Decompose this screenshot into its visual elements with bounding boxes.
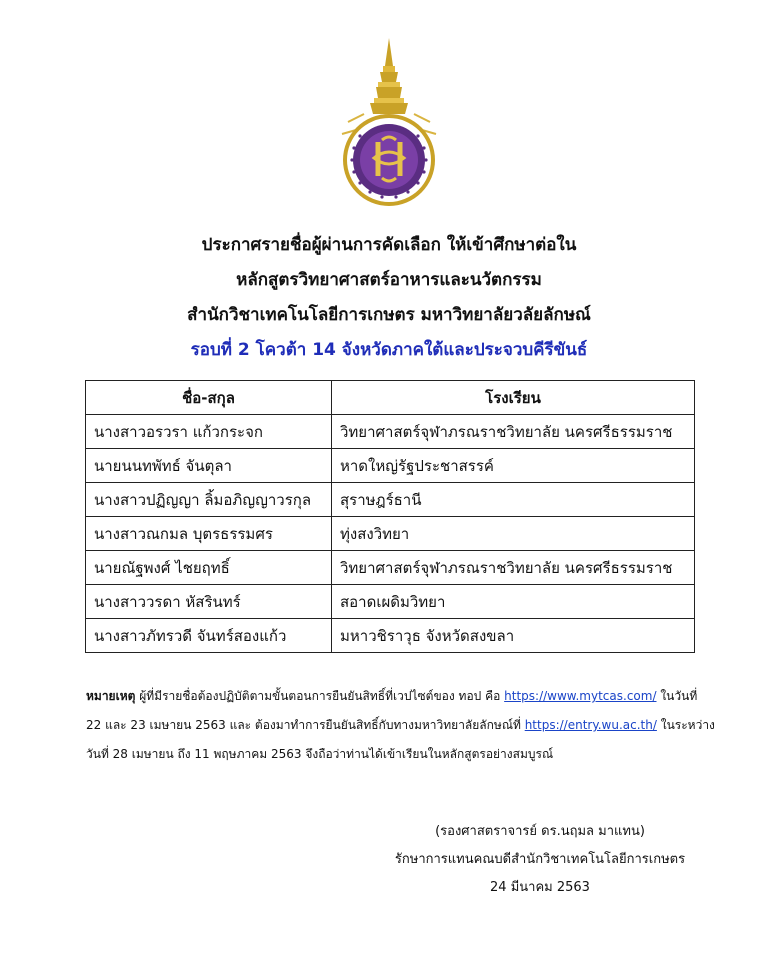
column-header-name: ชื่อ-สกุล — [86, 381, 332, 415]
remark-text: ในวันที่ — [656, 689, 698, 703]
student-name: นายนนทพัทธ์ จันตุลา — [86, 449, 332, 483]
student-school: มหาวชิราวุธ จังหวัดสงขลา — [332, 619, 695, 653]
student-school: สอาดเผดิมวิทยา — [332, 585, 695, 619]
announcement-date: 24 มีนาคม 2563 — [490, 880, 590, 895]
student-name: นางสาวณกมล บุตรธรรมศร — [86, 517, 332, 551]
student-name: นางสาวปฏิญญา ลิ้มอภิญญาวรกุล — [86, 483, 332, 517]
heading-line-1: ประกาศรายชื่อผู้ผ่านการคัดเลือก ให้เข้าศึกษาต่อใน — [201, 235, 577, 255]
remark-line-2 — [86, 711, 726, 740]
table-row — [86, 585, 695, 619]
mytcas-link[interactable]: https://www.mytcas.com/ — [504, 689, 657, 703]
table-row — [86, 449, 695, 483]
student-name: นายณัฐพงศ์ ไชยฤทธิ์ — [86, 551, 332, 585]
student-name: นางสาวอรวรา แก้วกระจก — [86, 415, 332, 449]
student-school: วิทยาศาสตร์จุฬาภรณราชวิทยาลัย นครศรีธรรมราช — [332, 415, 695, 449]
remark-line-3: วันที่ 28 เมษายน ถึง 11 พฤษภาคม 2563 จึงถือว่าท่านได้เข้าเรียนในหลักสูตรอย่างสมบูรณ์ — [86, 747, 554, 761]
student-school: ทุ่งสงวิทยา — [332, 517, 695, 551]
table-header-row — [86, 381, 695, 415]
remark-text: 22 และ 23 เมษายน 2563 และ ต้องมาทำการยืนยันสิทธิ์กับทางมหาวิทยาลัยลักษณ์ที่ — [86, 718, 525, 732]
remark-line-1 — [86, 682, 726, 711]
selected-students-table — [85, 380, 695, 653]
heading-line-2: หลักสูตรวิทยาศาสตร์อาหารและนวัตกรรม — [236, 270, 542, 290]
announcement-heading — [0, 228, 778, 368]
signature-block — [360, 818, 720, 902]
signatory-position: รักษาการแทนคณบดีสำนักวิชาเทคโนโลยีการเกษตร — [394, 852, 686, 867]
remark-text: ในระหว่าง — [656, 718, 715, 732]
remark-text: ผู้ที่มีรายชื่อต้องปฏิบัติตามขั้นตอนการยืนยันสิทธิ์ที่เวปไซต์ของ ทอป คือ — [135, 689, 505, 703]
student-school: สุราษฎร์ธานี — [332, 483, 695, 517]
table-row — [86, 619, 695, 653]
heading-round: รอบที่ 2 โควต้า 14 จังหวัดภาคใต้และประจวบคีรีขันธ์ — [190, 340, 588, 360]
table-row — [86, 483, 695, 517]
heading-line-3: สำนักวิชาเทคโนโลยีการเกษตร มหาวิทยาลัยวลัยลักษณ์ — [187, 305, 591, 325]
remark-paragraph — [86, 682, 726, 769]
student-name: นางสาวภัทรวดี จันทร์สองแก้ว — [86, 619, 332, 653]
university-crest-icon — [334, 36, 444, 214]
table-row — [86, 551, 695, 585]
table-row — [86, 517, 695, 551]
student-school: วิทยาศาสตร์จุฬาภรณราชวิทยาลัย นครศรีธรรมราช — [332, 551, 695, 585]
wu-entry-link[interactable]: https://entry.wu.ac.th/ — [524, 718, 657, 732]
student-name: นางสาววรดา หัสรินทร์ — [86, 585, 332, 619]
column-header-school: โรงเรียน — [332, 381, 695, 415]
remark-label: หมายเหตุ — [86, 689, 136, 703]
table-row — [86, 415, 695, 449]
signatory-name: (รองศาสตราจารย์ ดร.นฤมล มาแทน) — [435, 824, 645, 839]
student-school: หาดใหญ่รัฐประชาสรรค์ — [332, 449, 695, 483]
